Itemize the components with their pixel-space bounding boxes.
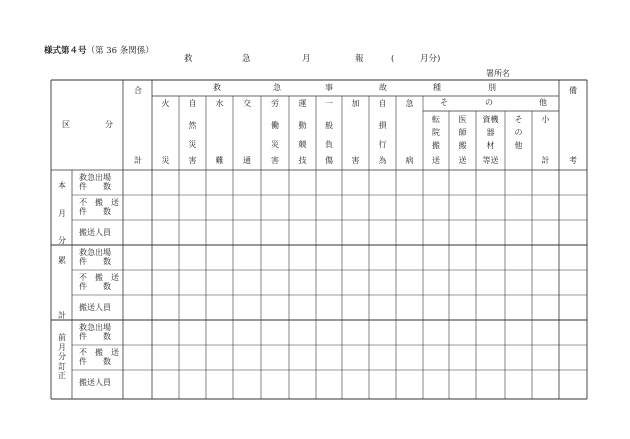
sonota-type-char: 資機 <box>482 115 499 124</box>
row-item-label: 件 数 <box>79 282 111 291</box>
row-item-label: 救急出場 <box>79 323 111 332</box>
group-header-char: 別 <box>488 83 496 92</box>
accident-type-char: 害 <box>271 156 279 165</box>
sonota-header-char: の <box>485 98 493 107</box>
sonota-type-char: 送 <box>458 156 467 165</box>
row-item-label: 不 搬 送 <box>79 273 119 282</box>
biko-top: 備 <box>569 86 577 95</box>
period-open: ( <box>391 54 395 64</box>
row-item-label: 件 数 <box>79 257 111 266</box>
row-group-label-char: 分 <box>58 352 66 361</box>
accident-type-char: 災 <box>271 140 279 149</box>
period-close: 月分) <box>420 54 441 64</box>
row-group-label-char: 月 <box>58 342 66 352</box>
sonota-type-char: 計 <box>541 156 550 165</box>
sonota-type-char: 搬 <box>432 141 440 150</box>
accident-type-char: 災 <box>161 156 170 165</box>
accident-type-char: 水 <box>215 99 224 108</box>
row-group-label-char: 正 <box>58 371 66 380</box>
row-group-label-char: 分 <box>58 236 66 245</box>
office-name-label: 署所名 <box>486 69 510 78</box>
sonota-type-char: 医 <box>458 115 467 124</box>
title-char: 救 <box>184 54 193 64</box>
row-group-label-char: 前 <box>58 333 66 342</box>
title-char: 月 <box>302 54 311 64</box>
sonota-type-char: 院 <box>432 128 440 137</box>
sonota-header-char: 他 <box>539 98 547 107</box>
row-group-label-char: 計 <box>58 311 66 320</box>
row-item-label: 搬送人員 <box>79 303 111 312</box>
sonota-type-char: 送 <box>432 156 440 165</box>
sonota-type-char: 材 <box>486 141 495 150</box>
row-item-label: 件 数 <box>79 182 111 191</box>
group-header-char: 種 <box>433 83 441 92</box>
group-header-char: 救 <box>213 83 221 92</box>
row-item-label: 件 数 <box>79 332 111 341</box>
group-header-char: 急 <box>273 83 281 92</box>
title-char: 急 <box>242 54 251 64</box>
row-item-label: 件 数 <box>79 207 111 216</box>
accident-type-char: 火 <box>161 99 170 108</box>
row-item-label: 搬送人員 <box>79 378 111 387</box>
accident-type-char: 自 <box>188 99 197 108</box>
accident-type-char: 般 <box>325 121 333 130</box>
row-group-label-char: 月 <box>58 208 66 218</box>
row-item-label: 搬送人員 <box>79 228 111 237</box>
biko-bottom: 考 <box>569 156 577 165</box>
row-group-label-char: 累 <box>58 256 66 265</box>
sonota-type-char: 転 <box>432 115 440 124</box>
accident-type-char: 然 <box>188 121 197 130</box>
title-char: 報 <box>355 54 364 64</box>
accident-type-char: 通 <box>243 156 251 165</box>
group-header-char: 事 <box>325 83 333 92</box>
accident-type-char: 自 <box>378 99 387 108</box>
goukei-bottom: 計 <box>134 156 142 165</box>
accident-type-char: 技 <box>298 156 307 165</box>
sonota-type-char: そ <box>514 115 523 124</box>
accident-type-char: 運 <box>298 99 307 108</box>
row-item-label: 救急出場 <box>79 248 111 257</box>
accident-type-char: 一 <box>325 99 333 108</box>
goukei-top: 合 <box>134 86 142 95</box>
accident-type-char: 害 <box>188 156 197 165</box>
kubun-label-a: 区 <box>62 120 70 129</box>
accident-type-char: 傷 <box>325 156 333 165</box>
sonota-type-char: 搬 <box>458 141 467 150</box>
accident-type-char: 急 <box>405 99 414 108</box>
accident-type-char: 交 <box>243 99 251 108</box>
accident-type-char: 災 <box>188 140 197 149</box>
accident-type-char: 働 <box>271 121 279 130</box>
row-item-label: 救急出場 <box>79 173 111 182</box>
form-label: 様式第４号（第 36 条関係） <box>44 46 154 56</box>
group-header-char: 故 <box>379 83 387 92</box>
row-item-label: 不 搬 送 <box>79 198 119 207</box>
accident-type-char: 労 <box>271 99 279 108</box>
sonota-type-char: 他 <box>514 141 523 150</box>
accident-type-char: 害 <box>351 156 360 165</box>
sonota-type-char: 小 <box>541 115 550 124</box>
sonota-type-char: 等送 <box>482 156 499 165</box>
sonota-type-char: の <box>514 128 523 137</box>
accident-type-char: 病 <box>405 156 414 165</box>
accident-type-char: 加 <box>351 99 360 108</box>
accident-type-char: 損 <box>378 121 387 130</box>
sonota-type-char: 師 <box>458 128 467 137</box>
row-group-label-char: 本 <box>58 181 66 190</box>
accident-type-char: 動 <box>298 121 307 130</box>
accident-type-char: 行 <box>378 140 387 149</box>
accident-type-char: 負 <box>325 140 333 149</box>
sonota-type-char: 器 <box>486 128 495 137</box>
accident-type-char: 難 <box>215 156 224 165</box>
accident-type-char: 為 <box>378 156 387 165</box>
sonota-header-char: そ <box>440 98 448 107</box>
row-group-label-char: 訂 <box>58 361 66 371</box>
row-item-label: 不 搬 送 <box>79 348 119 357</box>
row-item-label: 件 数 <box>79 357 111 366</box>
accident-type-char: 競 <box>298 140 307 149</box>
kubun-label-b: 分 <box>105 120 113 129</box>
